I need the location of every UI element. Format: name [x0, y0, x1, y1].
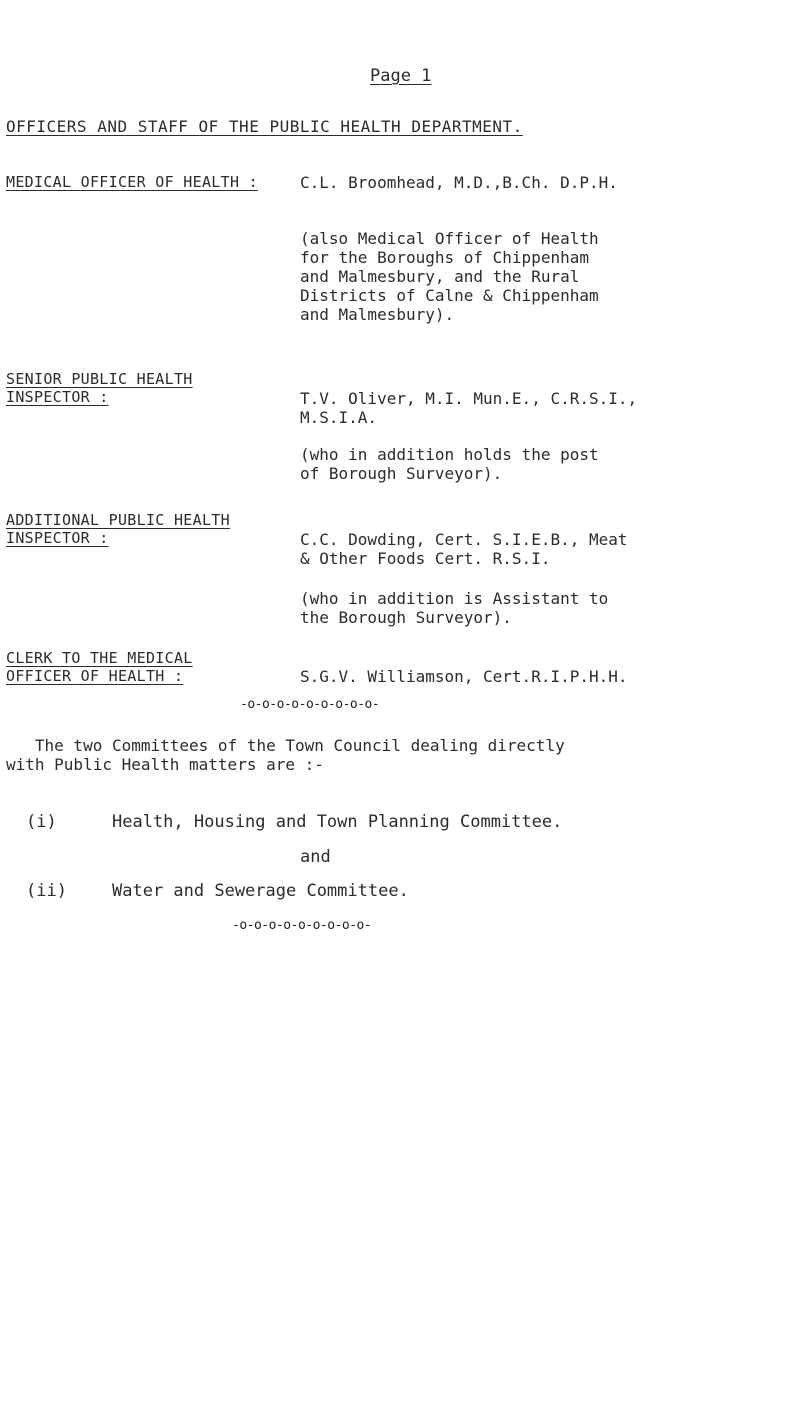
committee-marker-1: (i): [26, 812, 57, 832]
committee-marker-2: (ii): [26, 881, 67, 901]
page-number: Page 1: [370, 66, 432, 86]
officer-role-clerk-line1: CLERK TO THE MEDICAL: [6, 649, 193, 667]
committees-intro: The two Committees of the Town Council dealing directly with Public Health matters are :-: [6, 736, 565, 774]
separator-bottom: -o-o-o-o-o-o-o-o-o-: [232, 918, 372, 933]
officer-role-additional-inspector-line1: ADDITIONAL PUBLIC HEALTH: [6, 511, 230, 529]
officer-name-additional-inspector-line2: & Other Foods Cert. R.S.I.: [300, 549, 551, 568]
officer-note-medical-officer: (also Medical Officer of Health for the Boroughs of Chippenham and Malmesbury, and the Rural Districts of Calne & Chippenham and Malmesbury).: [300, 229, 599, 324]
committee-name-2: Water and Sewerage Committee.: [112, 881, 409, 901]
officer-name-clerk: S.G.V. Williamson, Cert.R.I.P.H.H.: [300, 667, 628, 686]
officer-name-medical-officer: C.L. Broomhead, M.D.,B.Ch. D.P.H.: [300, 173, 618, 192]
officer-name-additional-inspector-line1: C.C. Dowding, Cert. S.I.E.B., Meat: [300, 530, 628, 549]
officer-role-medical-officer: MEDICAL OFFICER OF HEALTH :: [6, 173, 258, 191]
officer-name-senior-inspector-line1: T.V. Oliver, M.I. Mun.E., C.R.S.I.,: [300, 389, 638, 408]
separator-top: -o-o-o-o-o-o-o-o-o-: [240, 697, 380, 712]
document-title: OFFICERS AND STAFF OF THE PUBLIC HEALTH DEPARTMENT.: [6, 117, 523, 136]
officer-note-senior-inspector: (who in addition holds the post of Borough Surveyor).: [300, 445, 599, 483]
committee-conjunction: and: [300, 847, 331, 867]
officer-role-additional-inspector-line2: INSPECTOR :: [6, 529, 109, 547]
officer-role-clerk-line2: OFFICER OF HEALTH :: [6, 667, 184, 685]
officer-role-senior-inspector-line1: SENIOR PUBLIC HEALTH: [6, 370, 193, 388]
officer-note-additional-inspector: (who in addition is Assistant to the Borough Surveyor).: [300, 589, 609, 627]
officer-role-senior-inspector-line2: INSPECTOR :: [6, 388, 109, 406]
officer-name-senior-inspector-line2: M.S.I.A.: [300, 408, 378, 427]
committee-name-1: Health, Housing and Town Planning Committee.: [112, 812, 563, 832]
